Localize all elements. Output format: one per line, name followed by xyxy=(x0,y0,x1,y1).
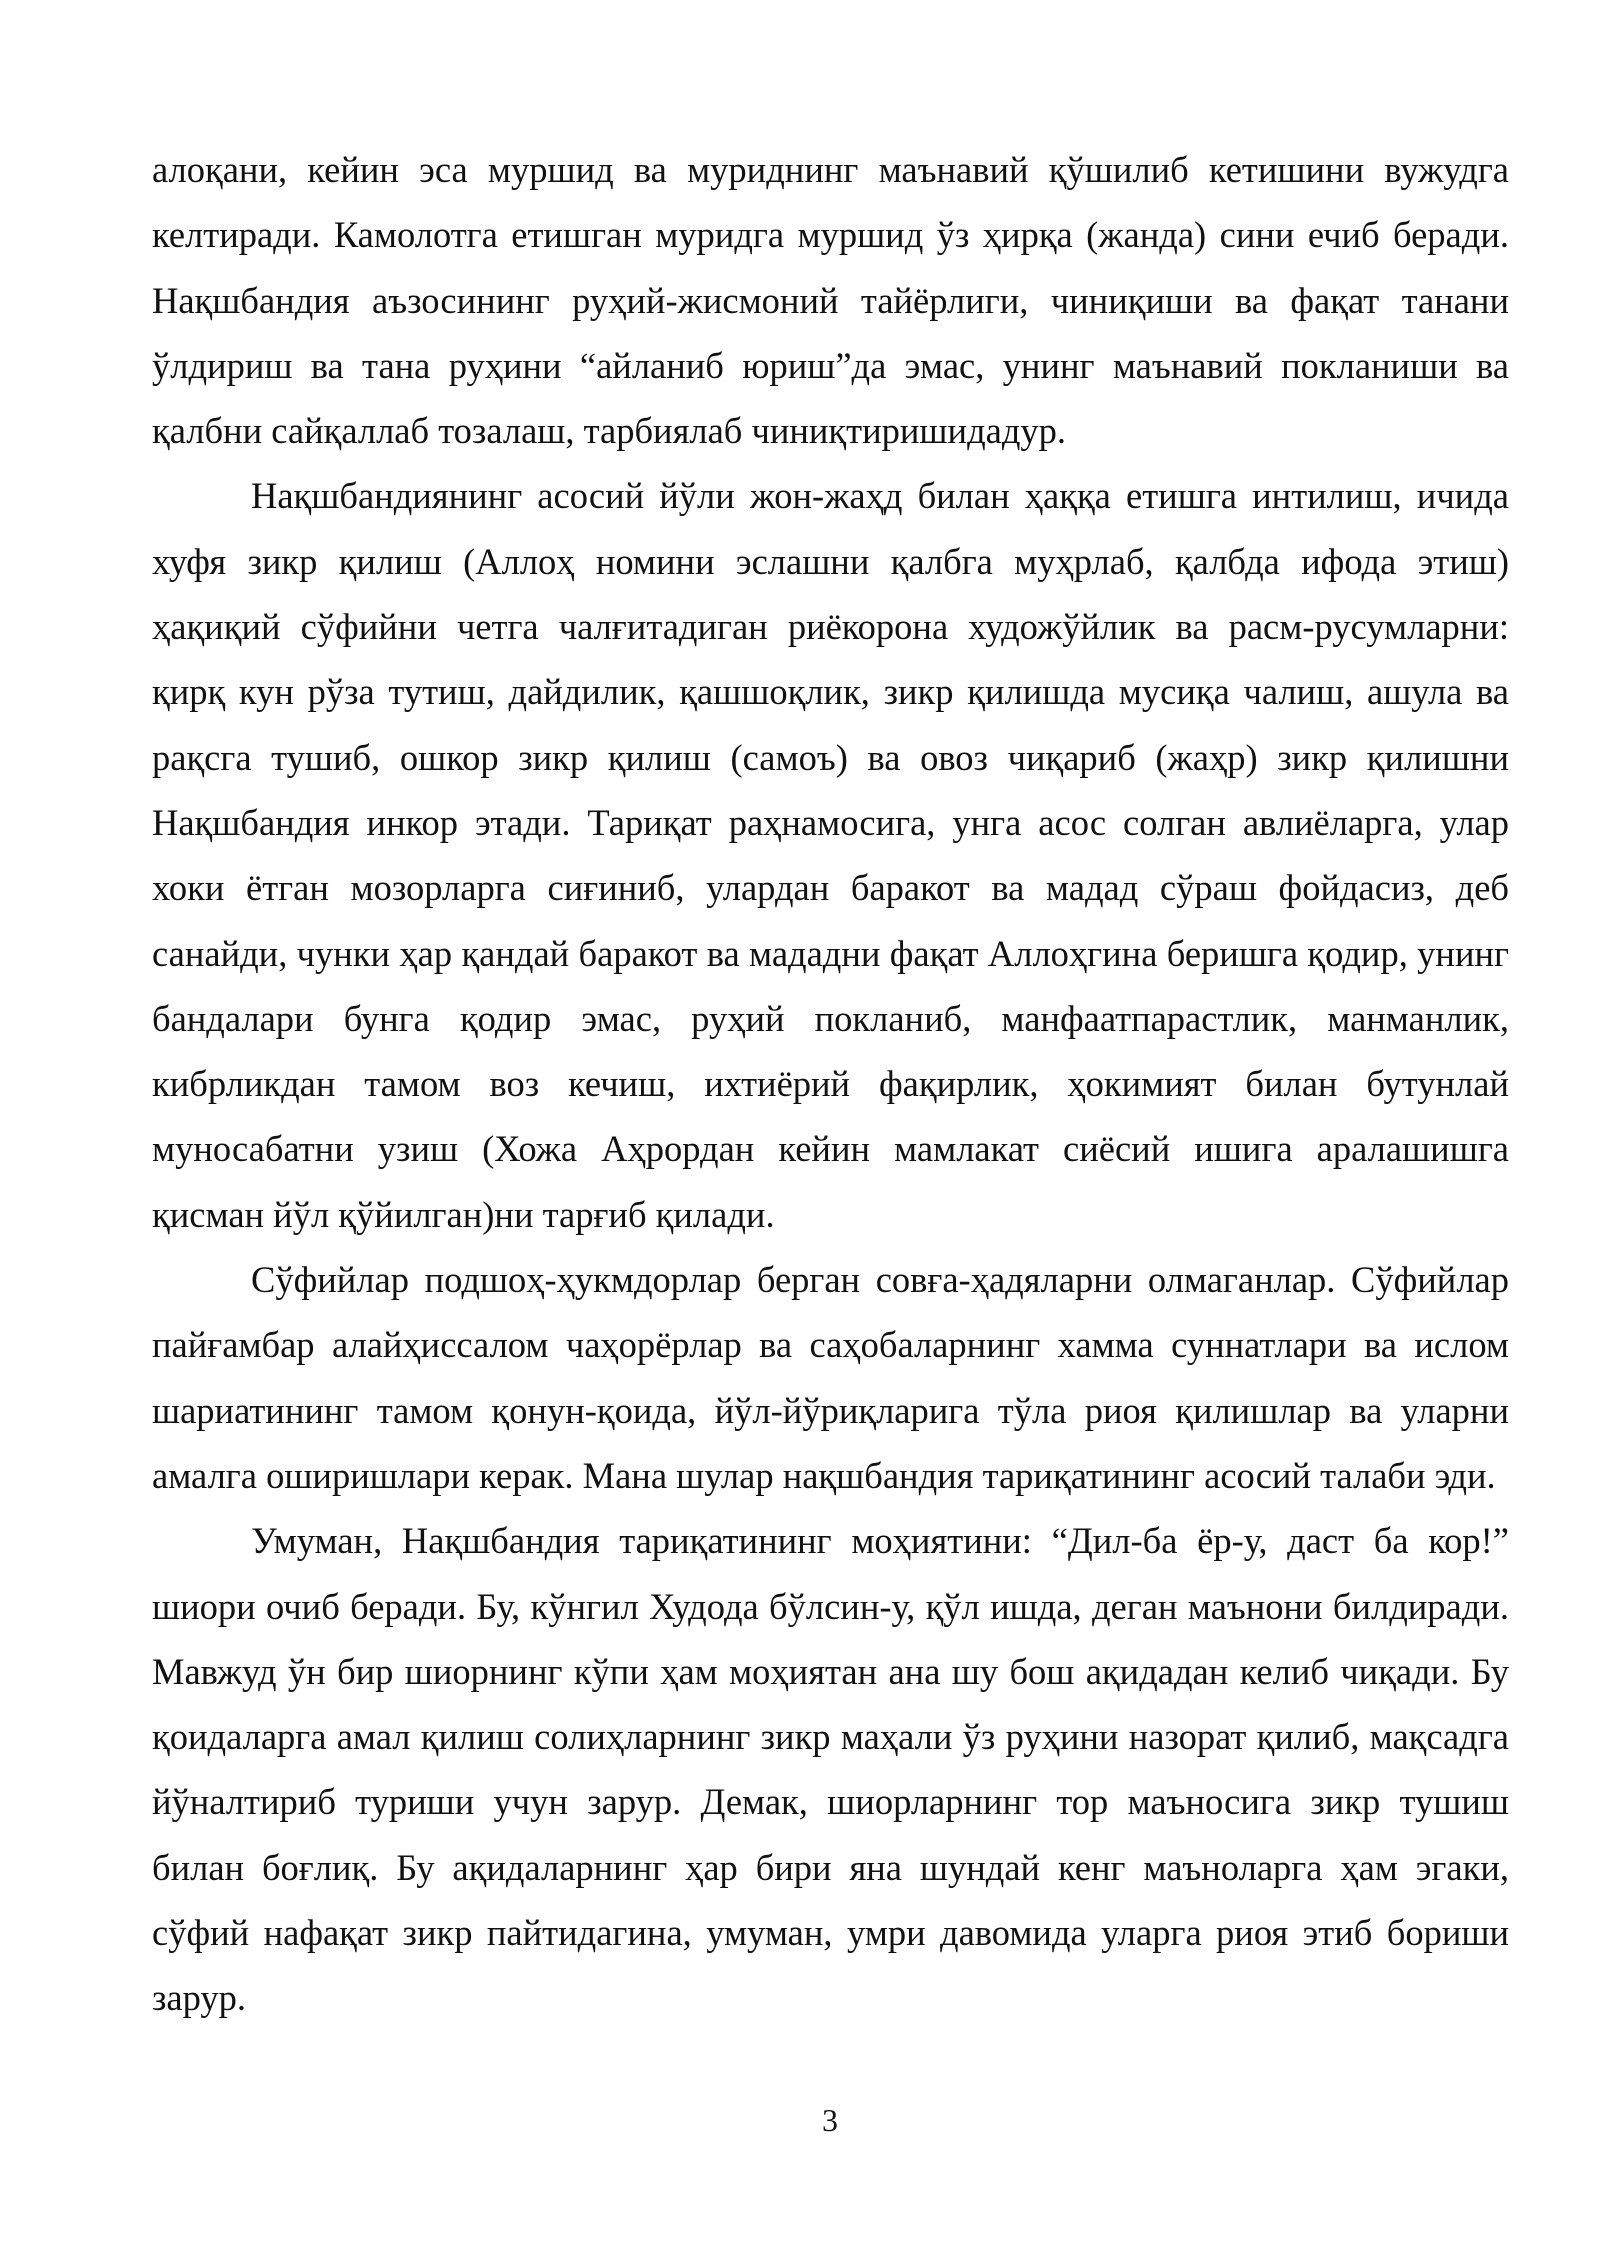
body-text xyxy=(152,137,1509,2031)
paragraph: Сўфийлар подшоҳ-ҳукмдорлар берган совға-ҳадяларни олмаганлар. Сўфийлар пайғамбар алайҳиссалом чаҳорёрлар ва саҳобаларнинг хамма суннатлари ва ислом шариатининг тамом қонун-қоида, йўл-йўриқларига тўла риоя қилишлар ва уларни амалга оширишлари керак. Мана шулар нақшбандия тариқатининг асосий талаби эди. xyxy=(152,1259,1509,1496)
page-number: 3 xyxy=(822,2102,838,2138)
paragraph: Нақшбандиянинг асосий йўли жон-жаҳд билан ҳаққа етишга интилиш, ичида хуфя зикр қилиш (Аллоҳ номини эслашни қалбга муҳрлаб, қалбда ифода этиш) ҳақиқий сўфийни четга чалғитадиган риёкорона художўйлик ва расм-русумларни: қирқ кун рўза тутиш, дайдилик, қашшоқлик, зикр қилишда мусиқа чалиш, ашула ва рақсга тушиб, ошкор зикр қилиш (самоъ) ва овоз чиқариб (жаҳр) зикр қилишни Нақшбандия инкор этади. Тариқат раҳнамосига, унга асос солган авлиёларга, улар хоки ётган мозорларга сиғиниб, улардан баракот ва мадад сўраш фойдасиз, деб санайди, чунки ҳар қандай баракот ва мададни фақат Аллоҳгина беришга қодир, унинг бандалари бунга қодир эмас, руҳий покланиб, манфаатпарастлик, манманлик, кибрликдан тамом воз кечиш, ихтиёрий фақирлик, ҳокимият билан бутунлай муносабатни узиш (Хожа Аҳрордан кейин мамлакат сиёсий ишига аралашишга қисман йўл қўйилган)ни тарғиб қилади. xyxy=(152,475,1509,1235)
paragraph: Умуман, Нақшбандия тариқатининг моҳиятини: “Дил-ба ёр-у, даст ба кор!” шиори очиб беради. Бу, кўнгил Худода бўлсин-у, қўл ишда, деган маънони билдиради. Мавжуд ўн бир шиорнинг кўпи ҳам моҳиятан ана шу бош ақидадан келиб чиқади. Бу қоидаларга амал қилиш солиҳларнинг зикр маҳали ўз руҳини назорат қилиб, мақсадга йўналтириб туриши учун зарур. Демак, шиорларнинг тор маъносига зикр тушиш билан боғлиқ. Бу ақидаларнинг ҳар бири яна шундай кенг маъноларга ҳам эгаки, сўфий нафақат зикр пайтидагина, умуман, умри давомида уларга риоя этиб бориши зарур. xyxy=(152,1520,1509,2019)
paragraph-continuation: алоқани, кейин эса муршид ва муриднинг маънавий қўшилиб кетишини вужудга келтиради. Камолотга етишган муридга муршид ўз ҳирқа (жанда) сини ечиб беради. Нақшбандия аъзосининг руҳий-жисмоний тайёрлиги, чиниқиши ва фақат танани ўлдириш ва тана руҳини “айланиб юриш”да эмас, унинг маънавий покланиши ва қалбни сайқаллаб тозалаш, тарбиялаб чиниқтиришидадур. xyxy=(152,149,1509,452)
